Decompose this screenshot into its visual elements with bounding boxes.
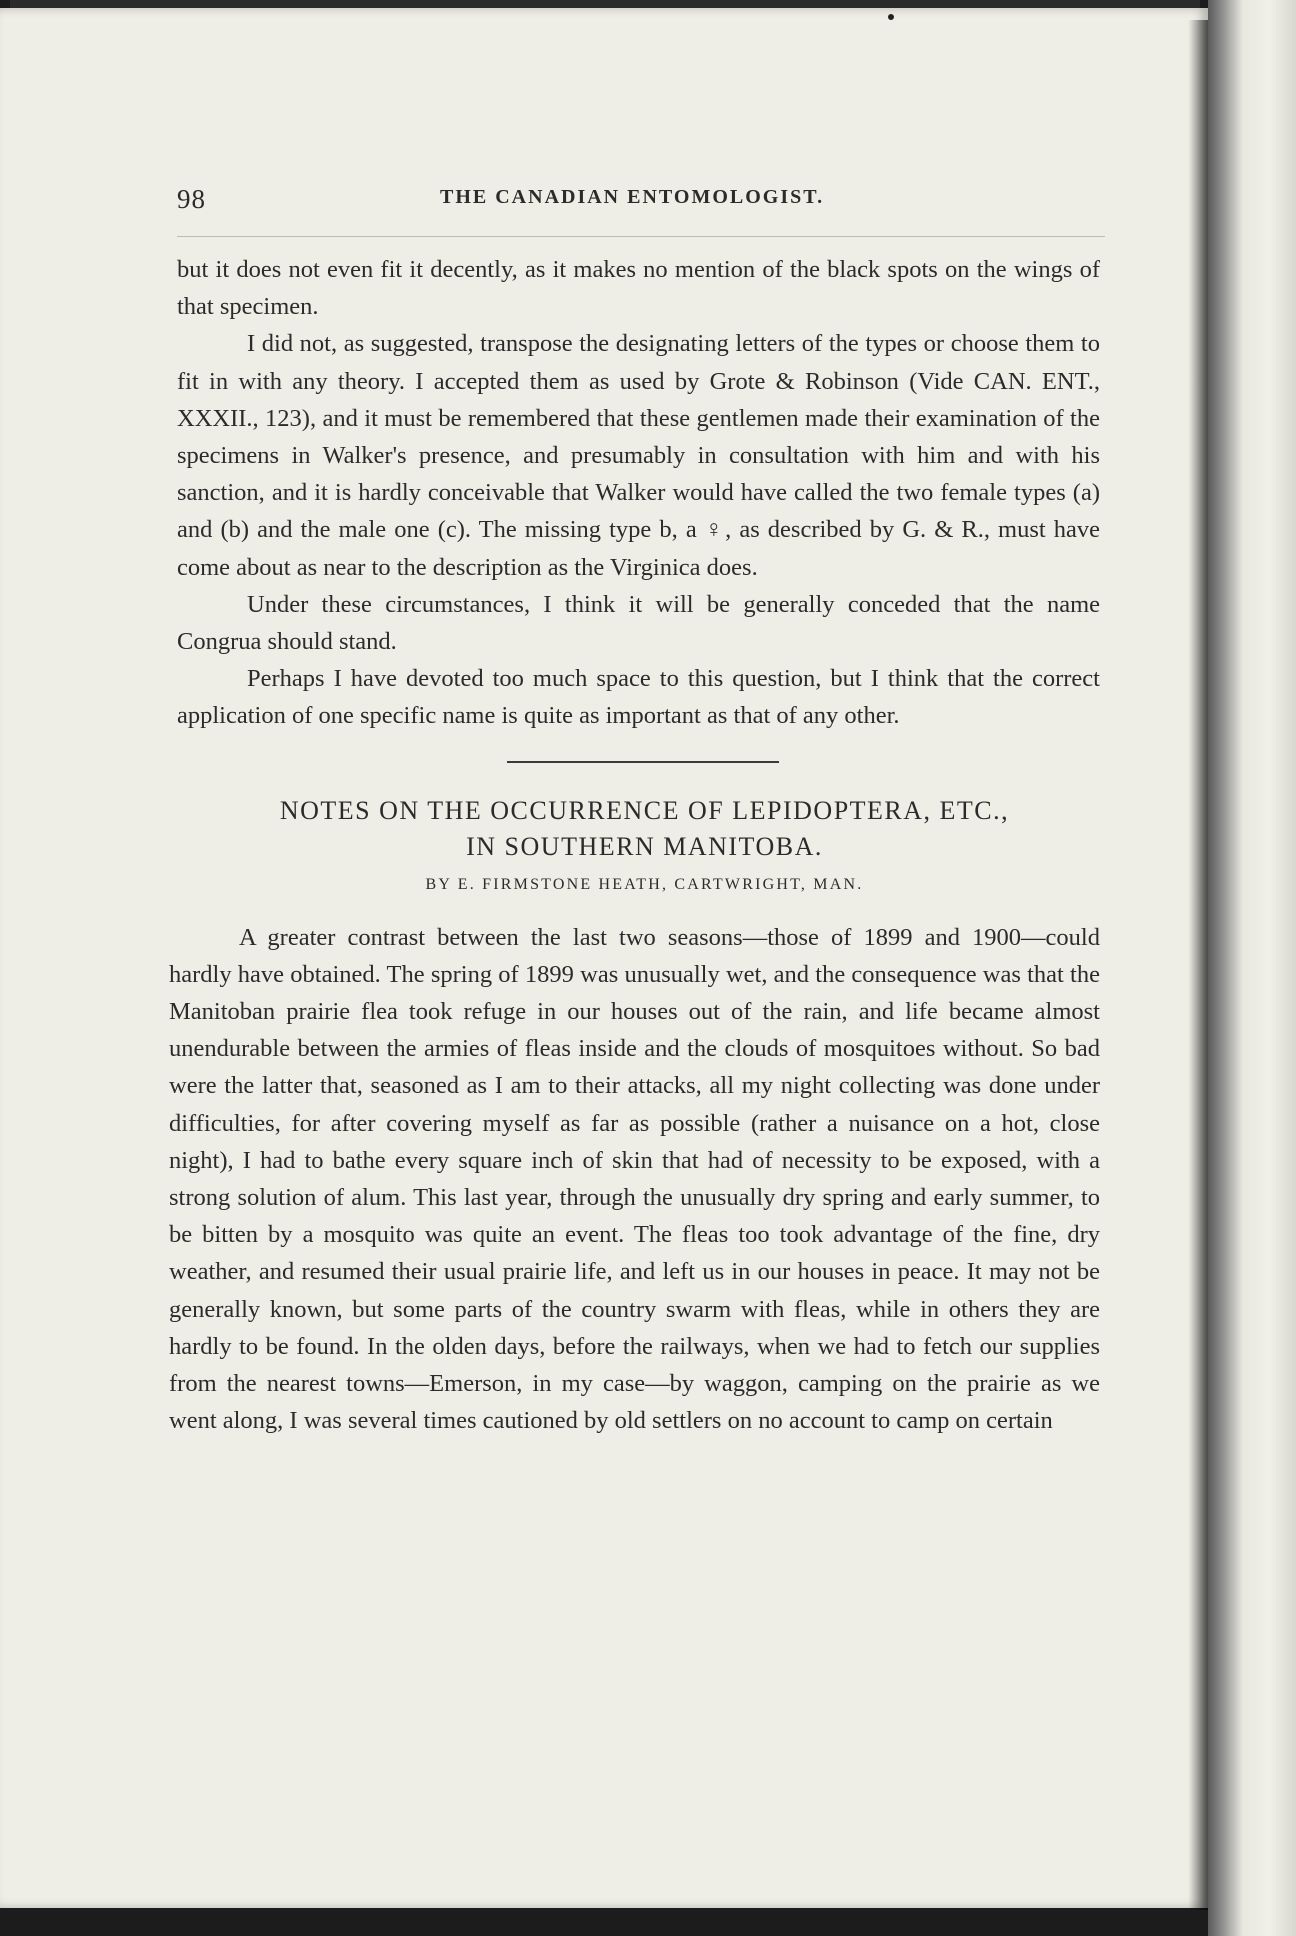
paragraph: Under these circumstances, I think it will be generally conceded that the name Congrua should stand. [177,590,1100,656]
header-rule [177,236,1105,237]
running-head [165,178,1100,218]
book-spine-edge [1208,0,1296,1936]
paragraph: I did not, as suggested, transpose the designating letters of the types or choose them to fit in with any theory. I accepted them as used by Grote & Robinson (Vide CAN. ENT., XXXII., 123), and it must be remembered that these gentlemen made their examination of the specimens in Walker's presence, and presumably in consultation with him and with his sanction, and it is hardly conceivable that Walker would have called the two female types (a) and (b) and the male one (c). The missing type b, a ♀, as described by G. & R., must have come about as near to the description as the Virginica does. [177,330,1100,581]
journal-title: THE CANADIAN ENTOMOLOGIST. [440,186,825,208]
article-body [165,919,1100,1440]
continued-text [165,251,1100,735]
paragraph: Perhaps I have devoted too much space to this question, but I think that the correct application of one specific name is quite as important as that of any other. [177,665,1100,730]
scan-top-edge [10,0,1200,8]
book-page [0,8,1208,1908]
page-number: 98 [177,184,206,214]
article-byline: BY E. FIRMSTONE HEATH, CARTWRIGHT, MAN. [425,875,864,893]
article-title-line: NOTES ON THE OCCURRENCE OF LEPIDOPTERA, ETC., [279,795,1010,825]
article-title-line: IN SOUTHERN MANITOBA. [466,831,823,861]
page-text-block [165,178,1100,1439]
section-divider [507,761,779,763]
paragraph: but it does not even fit it decently, as it makes no mention of the black spots on the wings of that specimen. [177,256,1100,321]
scan-speck [888,14,894,20]
article-title [165,793,1100,865]
paragraph: A greater contrast between the last two seasons—those of 1899 and 1900—could hardly have obtained. The spring of 1899 was unusually wet, and the consequence was that the Manitoban prairie flea took refuge in our houses out of the rain, and life became almost unendurable between the armies of fleas inside and the clouds of mosquitoes without. So bad were the latter that, seasoned as I am to their attacks, all my night collecting was done under difficulties, for after covering myself as far as possible (rather a nuisance on a hot, close night), I had to bathe every square inch of skin that had of necessity to be exposed, with a strong solution of alum. This last year, through the unusually dry spring and early summer, to be bitten by a mosquito was quite an event. The fleas too took advantage of the fine, dry weather, and resumed their usual prairie life, and left us in our houses in peace. It may not be generally known, but some parts of the country swarm with fleas, while in others they are hardly to be found. In the olden days, before the railways, when we had to fetch our supplies from the nearest towns—Emerson, in my case—by waggon, camping on the prairie as we went along, I was several times cautioned by old settlers on no account to camp on certain [169,923,1100,1435]
